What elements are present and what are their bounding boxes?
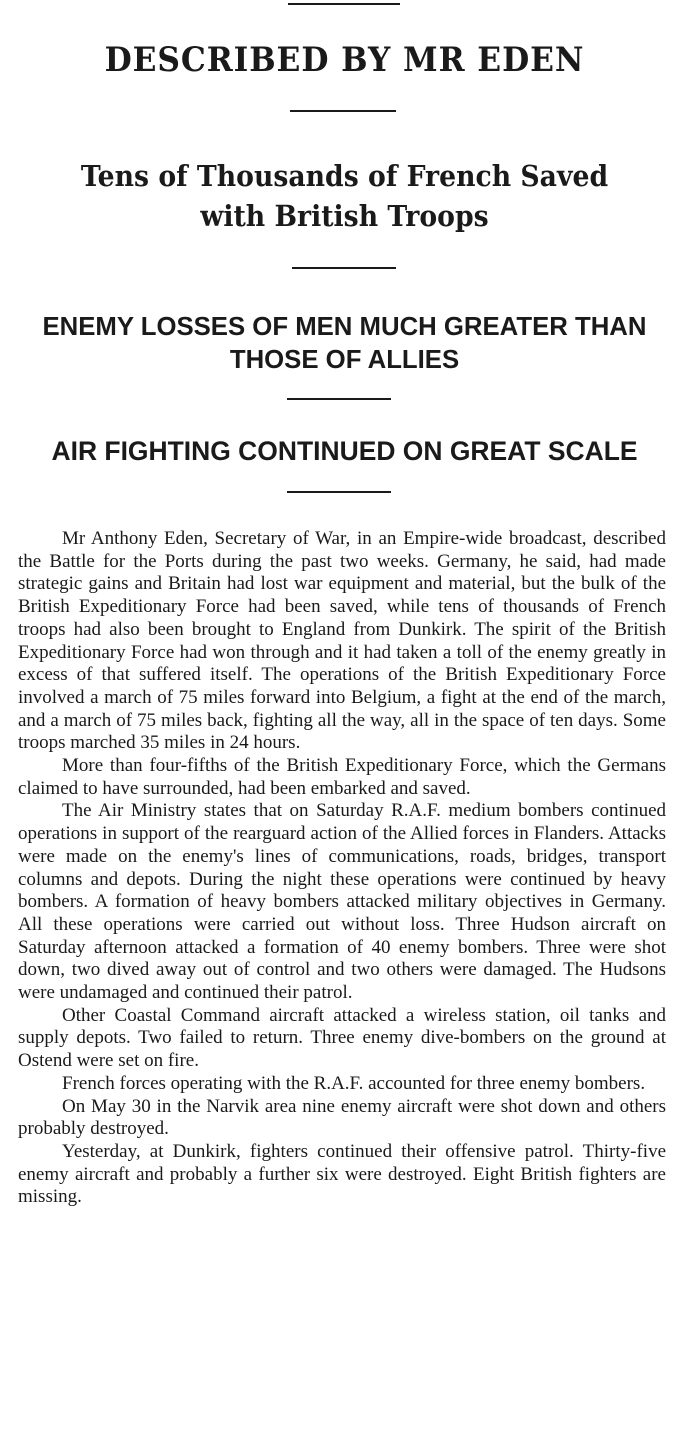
rule-2	[292, 267, 396, 269]
paragraph-coastal-command: Other Coastal Command aircraft attacked a wireless station, oil tanks and supply depots. Two failed to return. Three enemy dive-bombers on the ground at Ostend were set on fire.	[18, 1004, 666, 1072]
deck-losses	[3, 310, 685, 376]
deck-losses-line-1: ENEMY LOSSES OF MEN MUCH GREATER THAN	[42, 311, 647, 341]
rule-1	[290, 110, 396, 112]
top-rule	[288, 3, 400, 5]
paragraph-four-fifths: More than four-fifths of the British Expeditionary Force, which the Germans claimed to have surrounded, had been embarked and saved.	[18, 755, 666, 799]
paragraph-air-ministry: The Air Ministry states that on Saturday R.A.F. medium bombers continued operations in support of the rearguard action of the Allied forces in Flanders. Attacks were made on the enemy's lines of communications, roads, bridges, transport columns and depots. During the night these operations were continued by heavy bombers. A formation of heavy bombers attacked military objectives in Germany. All these operations were carried out without loss. Three Hudson aircraft on Saturday afternoon attacked a formation of 40 enemy bombers. Three were shot down, two dived away out of control and two others were damaged. The Hudsons were undamaged and continued their patrol.	[18, 800, 666, 1004]
deck-air-fighting: AIR FIGHTING CONTINUED ON GREAT SCALE	[51, 436, 638, 466]
paragraph-narvik: On May 30 in the Narvik area nine enemy aircraft were shot down and others probably destroyed.	[18, 1095, 666, 1140]
subheadline-line-2: with British Troops	[200, 199, 489, 233]
paragraph-dunkirk: Yesterday, at Dunkirk, fighters continued their offensive patrol. Thirty-five enemy aircraft and probably a further six were destroyed. Eight British fighters are missing.	[18, 1140, 666, 1208]
rule-3	[287, 398, 391, 400]
deck-losses-line-2: THOSE OF ALLIES	[229, 344, 460, 374]
headline: DESCRIBED BY MR EDEN	[104, 40, 585, 80]
paragraph-eden-broadcast: Mr Anthony Eden, Secretary of War, in an Empire-wide broadcast, described the Battle for the Ports during the past two weeks. Germany, he said, had made strategic gains and Britain had lost war equipment and material, but the bulk of the British Expeditionary Force had been saved, while tens of thousands of French troops had also been brought to England from Dunkirk. The spirit of the British Expeditionary Force had won through and it had taken a toll of the enemy greatly in excess of that suffered itself. The operations of the British Expeditionary Force involved a march of 75 miles forward into Belgium, a fight at the end of the march, and a march of 75 miles back, fighting all the way, all in the space of ten days. Some troops marched 35 miles in 24 hours.	[18, 528, 666, 754]
paragraph-french-forces: French forces operating with the R.A.F. accounted for three enemy bombers.	[62, 1072, 646, 1094]
subheadline-line-1: Tens of Thousands of French Saved	[80, 159, 609, 193]
subheadline	[28, 156, 662, 236]
article-body	[18, 528, 666, 1209]
rule-4	[287, 491, 391, 493]
